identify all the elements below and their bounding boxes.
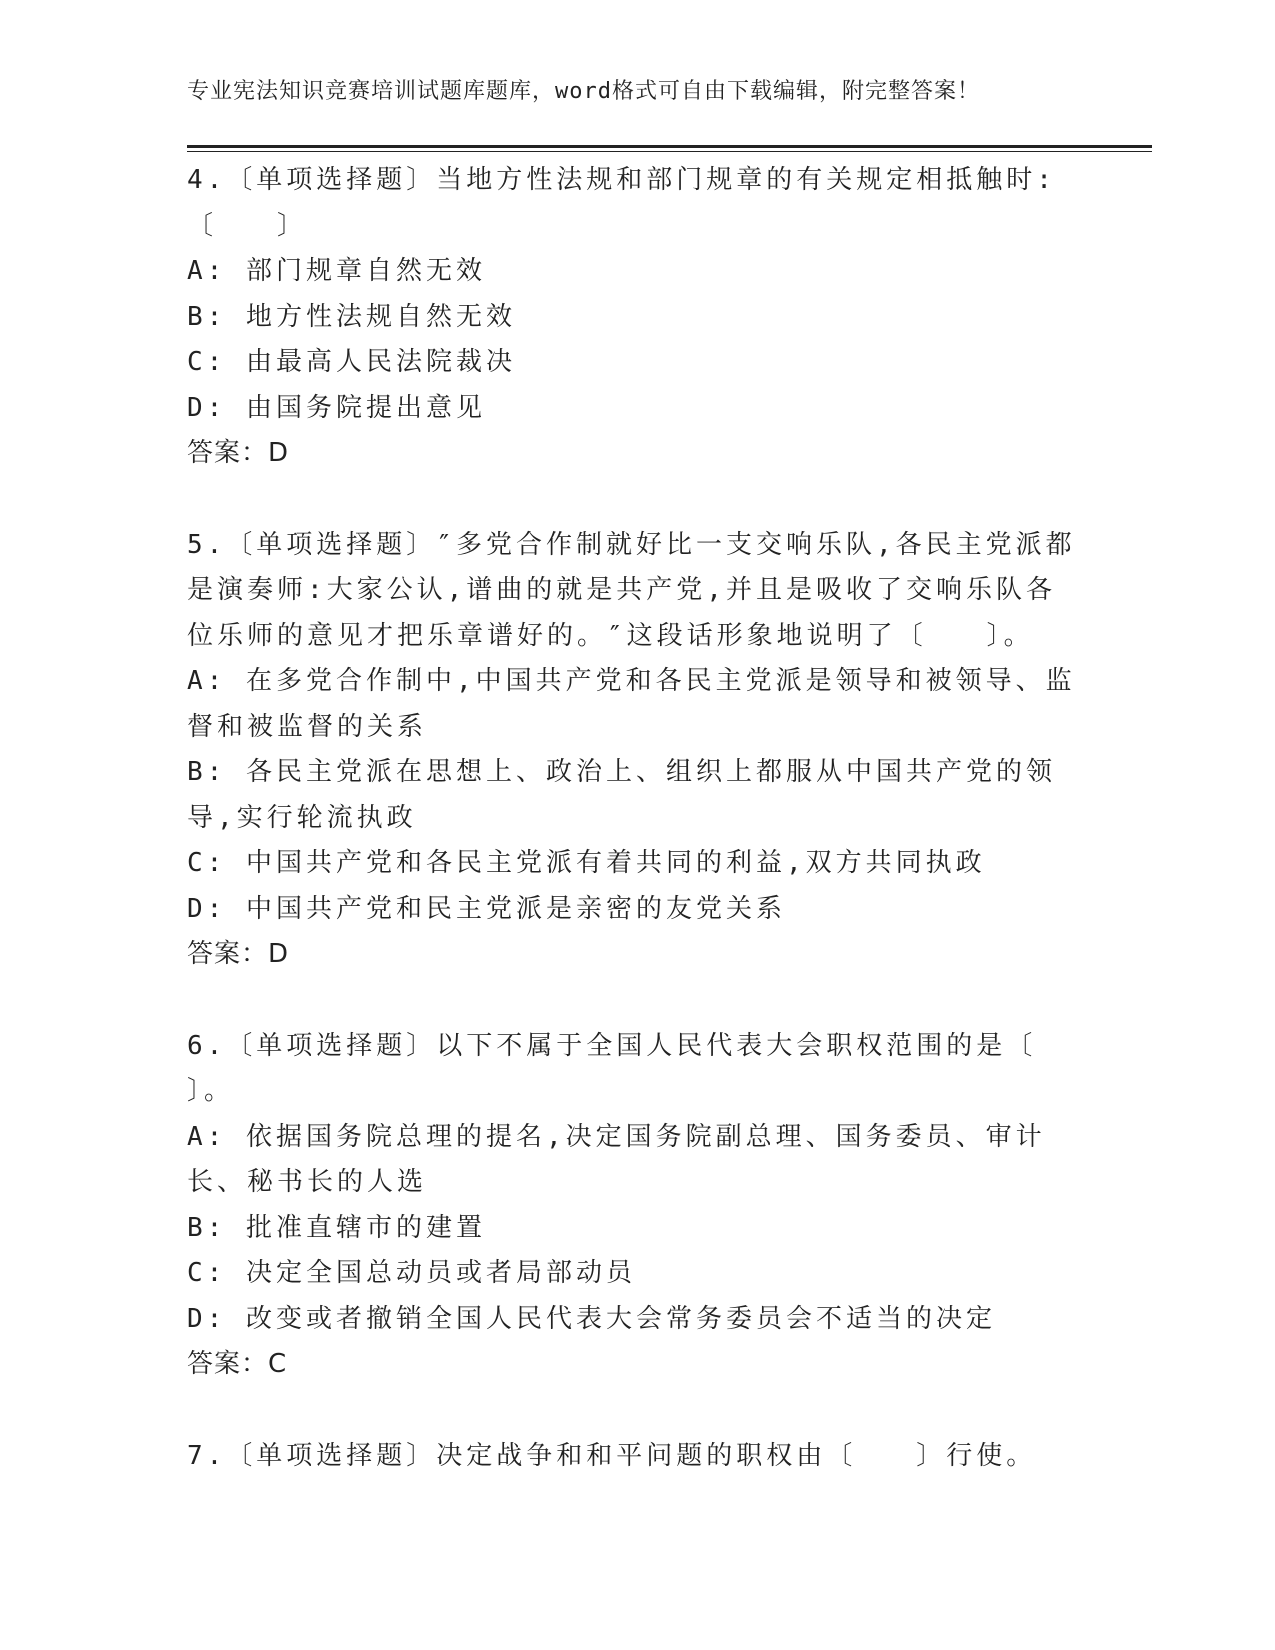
- option-a: A: 依据国务院总理的提名,决定国务院副总理、国务委员、审计长、秘书长的人选: [187, 1121, 1046, 1197]
- option-d: D: 改变或者撤销全国人民代表大会常务委员会不适当的决定: [187, 1303, 996, 1334]
- option-d: D: 中国共产党和民主党派是亲密的友党关系: [187, 893, 786, 924]
- question-stem: 5.〔单项选择题〕″多党合作制就好比一支交响乐队,各民主党派都是演奏师:大家公认,谱曲的就是共产党,并且是吸收了交响乐队各位乐师的意见才把乐章谱好的。″这段话形象地说明了〔 〕。: [187, 529, 1076, 651]
- question-list: [187, 158, 1097, 1479]
- header-rule-thick: [187, 145, 1152, 148]
- question-4: [187, 158, 1082, 477]
- answer-label: 答案：D: [187, 438, 290, 468]
- option-b: B: 批准直辖市的建置: [187, 1212, 486, 1243]
- header-rule-thin: [187, 151, 1152, 152]
- question-7: [187, 1434, 1082, 1480]
- option-a: A: 在多党合作制中,中国共产党和各民主党派是领导和被领导、监督和被监督的关系: [187, 666, 1076, 742]
- page-header: 专业宪法知识竞赛培训试题库题库，word格式可自由下载编辑，附完整答案！: [187, 79, 980, 104]
- option-c: C: 由最高人民法院裁决: [187, 347, 516, 377]
- option-d: D: 由国务院提出意见: [187, 392, 486, 423]
- question-6: [187, 1024, 1097, 1388]
- answer-label: 答案：D: [187, 939, 290, 969]
- option-a: A: 部门规章自然无效: [187, 256, 486, 286]
- option-c: C: 中国共产党和各民主党派有着共同的利益,双方共同执政: [187, 848, 986, 878]
- option-b: B: 各民主党派在思想上、政治上、组织上都服从中国共产党的领导,实行轮流执政: [187, 757, 1056, 833]
- option-c: C: 决定全国总动员或者局部动员: [187, 1258, 636, 1288]
- answer-label: 答案：C: [187, 1349, 288, 1379]
- question-stem: 6.〔单项选择题〕以下不属于全国人民代表大会职权范围的是〔 〕。: [187, 1030, 1097, 1106]
- question-stem: 4.〔单项选择题〕当地方性法规和部门规章的有关规定相抵触时:〔 〕: [187, 165, 1056, 241]
- question-5: [187, 523, 1082, 978]
- question-stem: 7.〔单项选择题〕决定战争和和平问题的职权由〔 〕行使。: [187, 1440, 1037, 1471]
- option-b: B: 地方性法规自然无效: [187, 301, 516, 332]
